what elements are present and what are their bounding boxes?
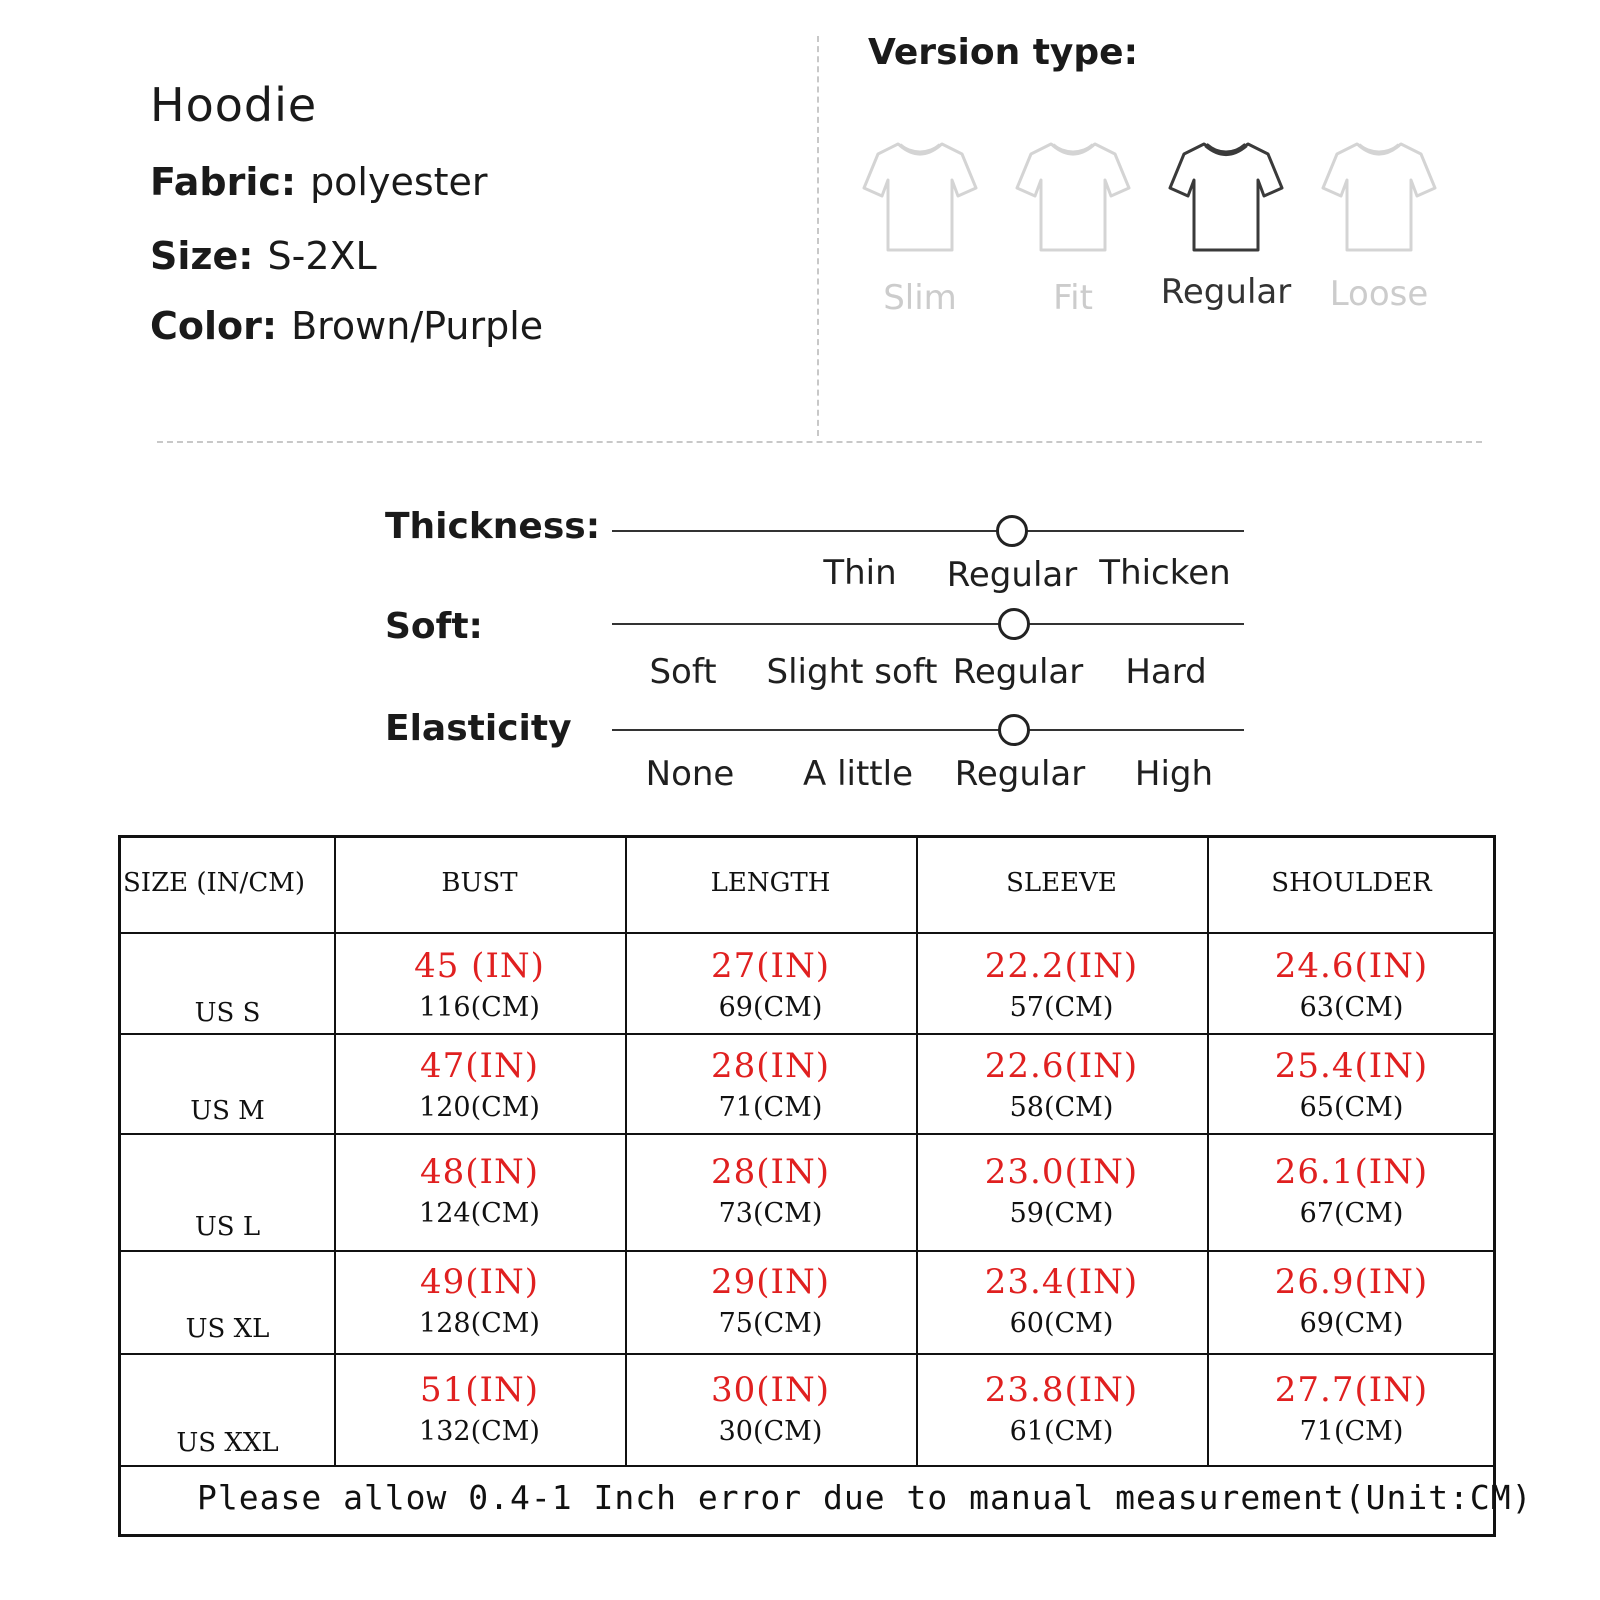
shoulder-inch: 25.4(IN): [1274, 1046, 1429, 1086]
header-bust: BUST: [441, 868, 518, 898]
bust-inch: 47(IN): [420, 1046, 539, 1086]
length-inch: 28(IN): [711, 1046, 830, 1086]
shoulder-inch: 27.7(IN): [1274, 1370, 1429, 1410]
row-size-label: US S: [194, 998, 261, 1028]
sleeve-inch: 23.4(IN): [984, 1262, 1139, 1302]
sleeve-inch: 22.6(IN): [984, 1046, 1139, 1086]
header-size: SIZE (IN/CM): [123, 868, 305, 898]
thickness-option-regular: Regular: [946, 555, 1078, 595]
version-type-title: Version type:: [868, 32, 1138, 73]
length-cm: 73(CM): [718, 1198, 823, 1229]
table-rule: [121, 1250, 1493, 1252]
bust-cm: 116(CM): [419, 992, 540, 1023]
bust-cm: 132(CM): [419, 1416, 540, 1447]
version-option-slim: Slim: [883, 278, 957, 318]
soft-option-hard: Hard: [1125, 652, 1207, 692]
sleeve-cm: 57(CM): [1009, 992, 1114, 1023]
regular-shirt-icon: [1166, 136, 1286, 256]
thickness-label: Thickness:: [385, 506, 601, 547]
sleeve-cm: 59(CM): [1009, 1198, 1114, 1229]
row-size-label: US XXL: [176, 1428, 279, 1458]
soft-option-soft: Soft: [649, 652, 717, 692]
elasticity-option-a-little: A little: [803, 754, 913, 794]
size-row: [150, 234, 377, 278]
sleeve-inch: 22.2(IN): [984, 946, 1139, 986]
table-rule: [121, 1465, 1493, 1467]
shoulder-cm: 67(CM): [1299, 1198, 1404, 1229]
table-rule: [121, 1133, 1493, 1135]
length-inch: 30(IN): [711, 1370, 830, 1410]
sleeve-cm: 61(CM): [1009, 1416, 1114, 1447]
slim-shirt-icon: [860, 136, 980, 256]
sleeve-cm: 58(CM): [1009, 1092, 1114, 1123]
sleeve-cm: 60(CM): [1009, 1308, 1114, 1339]
thickness-knob: [996, 515, 1028, 547]
length-inch: 28(IN): [711, 1152, 830, 1192]
soft-option-slight-soft: Slight soft: [766, 652, 938, 692]
bust-inch: 45 (IN): [414, 946, 545, 986]
length-cm: 75(CM): [718, 1308, 823, 1339]
color-value: Brown/Purple: [291, 304, 544, 348]
bust-cm: 120(CM): [419, 1092, 540, 1123]
version-option-fit: Fit: [1053, 278, 1093, 318]
color-row: [150, 304, 543, 348]
row-size-label: US M: [190, 1096, 265, 1126]
bust-inch: 48(IN): [420, 1152, 539, 1192]
fabric-value: polyester: [310, 160, 488, 204]
size-table: [118, 835, 1533, 1537]
elasticity-option-regular: Regular: [954, 754, 1086, 794]
length-inch: 27(IN): [711, 946, 830, 986]
fit-shirt-icon: [1013, 136, 1133, 256]
shoulder-cm: 71(CM): [1299, 1416, 1404, 1447]
soft-option-regular: Regular: [952, 652, 1084, 692]
thickness-track: [612, 530, 1244, 532]
thickness-option-thin: Thin: [823, 553, 897, 593]
bust-cm: 128(CM): [419, 1308, 540, 1339]
bust-cm: 124(CM): [419, 1198, 540, 1229]
elasticity-track: [612, 729, 1244, 731]
shoulder-inch: 24.6(IN): [1274, 946, 1429, 986]
length-inch: 29(IN): [711, 1262, 830, 1302]
table-rule: [121, 1353, 1493, 1355]
header-shoulder: SHOULDER: [1271, 868, 1432, 898]
version-option-regular: Regular: [1160, 272, 1292, 312]
horizontal-divider: [157, 441, 1482, 443]
fabric-row: [150, 160, 488, 204]
elasticity-option-none: None: [645, 754, 735, 794]
header-sleeve: SLEEVE: [1006, 868, 1117, 898]
shoulder-cm: 65(CM): [1299, 1092, 1404, 1123]
fabric-label: Fabric:: [150, 160, 297, 204]
elasticity-knob: [998, 714, 1030, 746]
length-cm: 30(CM): [718, 1416, 823, 1447]
elasticity-option-high: High: [1134, 754, 1214, 794]
size-label: Size:: [150, 234, 254, 278]
product-title: Hoodie: [150, 78, 318, 132]
bust-inch: 49(IN): [420, 1262, 539, 1302]
measurement-note: Please allow 0.4-1 Inch error due to manual measurement(Unit:CM): [197, 1478, 1533, 1517]
sleeve-inch: 23.0(IN): [984, 1152, 1139, 1192]
shoulder-cm: 69(CM): [1299, 1308, 1404, 1339]
size-value: S-2XL: [267, 234, 377, 278]
color-label: Color:: [150, 304, 278, 348]
bust-inch: 51(IN): [420, 1370, 539, 1410]
length-cm: 71(CM): [718, 1092, 823, 1123]
row-size-label: US XL: [185, 1314, 270, 1344]
sleeve-inch: 23.8(IN): [984, 1370, 1139, 1410]
table-rule: [121, 1033, 1493, 1035]
table-rule: [121, 932, 1493, 934]
shoulder-inch: 26.1(IN): [1274, 1152, 1429, 1192]
header-length: LENGTH: [710, 868, 831, 898]
soft-track: [612, 623, 1244, 625]
soft-knob: [998, 608, 1030, 640]
thickness-option-thicken: Thicken: [1099, 553, 1231, 593]
shoulder-cm: 63(CM): [1299, 992, 1404, 1023]
length-cm: 69(CM): [718, 992, 823, 1023]
row-size-label: US L: [194, 1212, 261, 1242]
loose-shirt-icon: [1319, 136, 1439, 256]
shoulder-inch: 26.9(IN): [1274, 1262, 1429, 1302]
soft-label: Soft:: [385, 606, 483, 647]
version-option-loose: Loose: [1329, 274, 1429, 314]
vertical-divider: [817, 36, 819, 436]
elasticity-label: Elasticity: [385, 708, 572, 749]
